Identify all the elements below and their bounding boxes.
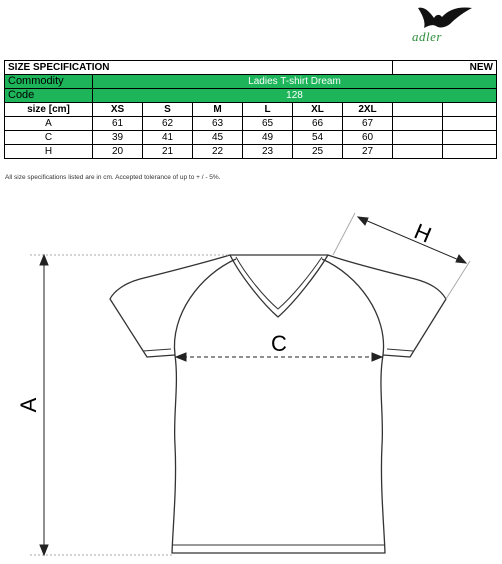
table-cell bbox=[393, 117, 443, 131]
row-label: A bbox=[5, 117, 93, 131]
size-header-row bbox=[5, 103, 497, 117]
dimension-a-label: A bbox=[16, 397, 41, 413]
commodity-label: Commodity bbox=[5, 75, 93, 89]
table-cell bbox=[443, 117, 497, 131]
commodity-value: Ladies T-shirt Dream bbox=[93, 75, 497, 89]
table-row bbox=[5, 145, 497, 159]
size-header-cell: XL bbox=[293, 103, 343, 117]
table-cell: 63 bbox=[193, 117, 243, 131]
commodity-row bbox=[5, 75, 497, 89]
table-cell: 25 bbox=[293, 145, 343, 159]
table-cell bbox=[393, 131, 443, 145]
table-cell: 66 bbox=[293, 117, 343, 131]
table-cell: 41 bbox=[143, 131, 193, 145]
table-cell: 60 bbox=[343, 131, 393, 145]
dimension-h-label: H bbox=[410, 218, 436, 248]
table-row bbox=[5, 117, 497, 131]
size-header-cell: M bbox=[193, 103, 243, 117]
size-header-cell: 2XL bbox=[343, 103, 393, 117]
brand-logo-text: adler bbox=[412, 29, 442, 44]
raglan-seam bbox=[322, 259, 384, 355]
table-cell bbox=[443, 145, 497, 159]
table-title-row bbox=[5, 61, 497, 75]
code-value: 128 bbox=[93, 89, 497, 103]
table-cell: 67 bbox=[343, 117, 393, 131]
table-cell: 39 bbox=[93, 131, 143, 145]
dimension-h bbox=[333, 213, 470, 299]
table-cell: 27 bbox=[343, 145, 393, 159]
dimension-a bbox=[30, 255, 230, 555]
table-row bbox=[5, 131, 497, 145]
tolerance-note: All size specifications listed are in cm. Accepted tolerance of up to + / - 5%. bbox=[5, 174, 221, 181]
size-header-cell: L bbox=[243, 103, 293, 117]
row-label: C bbox=[5, 131, 93, 145]
table-cell bbox=[393, 145, 443, 159]
tshirt-outline bbox=[110, 255, 446, 553]
size-header-cell: XS bbox=[93, 103, 143, 117]
table-cell: 23 bbox=[243, 145, 293, 159]
size-header-cell bbox=[393, 103, 443, 117]
table-cell: 54 bbox=[293, 131, 343, 145]
code-label: Code bbox=[5, 89, 93, 103]
table-cell: 20 bbox=[93, 145, 143, 159]
size-label: size [cm] bbox=[5, 103, 93, 117]
table-cell: 61 bbox=[93, 117, 143, 131]
table-cell: 21 bbox=[143, 145, 193, 159]
size-header-cell: S bbox=[143, 103, 193, 117]
row-label: H bbox=[5, 145, 93, 159]
raglan-seam bbox=[174, 259, 236, 355]
status-badge: NEW bbox=[393, 61, 497, 75]
table-cell: 49 bbox=[243, 131, 293, 145]
table-cell: 62 bbox=[143, 117, 193, 131]
table-cell: 45 bbox=[193, 131, 243, 145]
table-cell: 65 bbox=[243, 117, 293, 131]
table-cell: 22 bbox=[193, 145, 243, 159]
code-row bbox=[5, 89, 497, 103]
table-cell bbox=[443, 131, 497, 145]
size-header-cell bbox=[443, 103, 497, 117]
dimension-c-label: C bbox=[271, 331, 287, 356]
tshirt-measurement-diagram bbox=[0, 195, 502, 564]
size-specification-table bbox=[4, 60, 497, 159]
table-title: SIZE SPECIFICATION bbox=[5, 61, 393, 75]
